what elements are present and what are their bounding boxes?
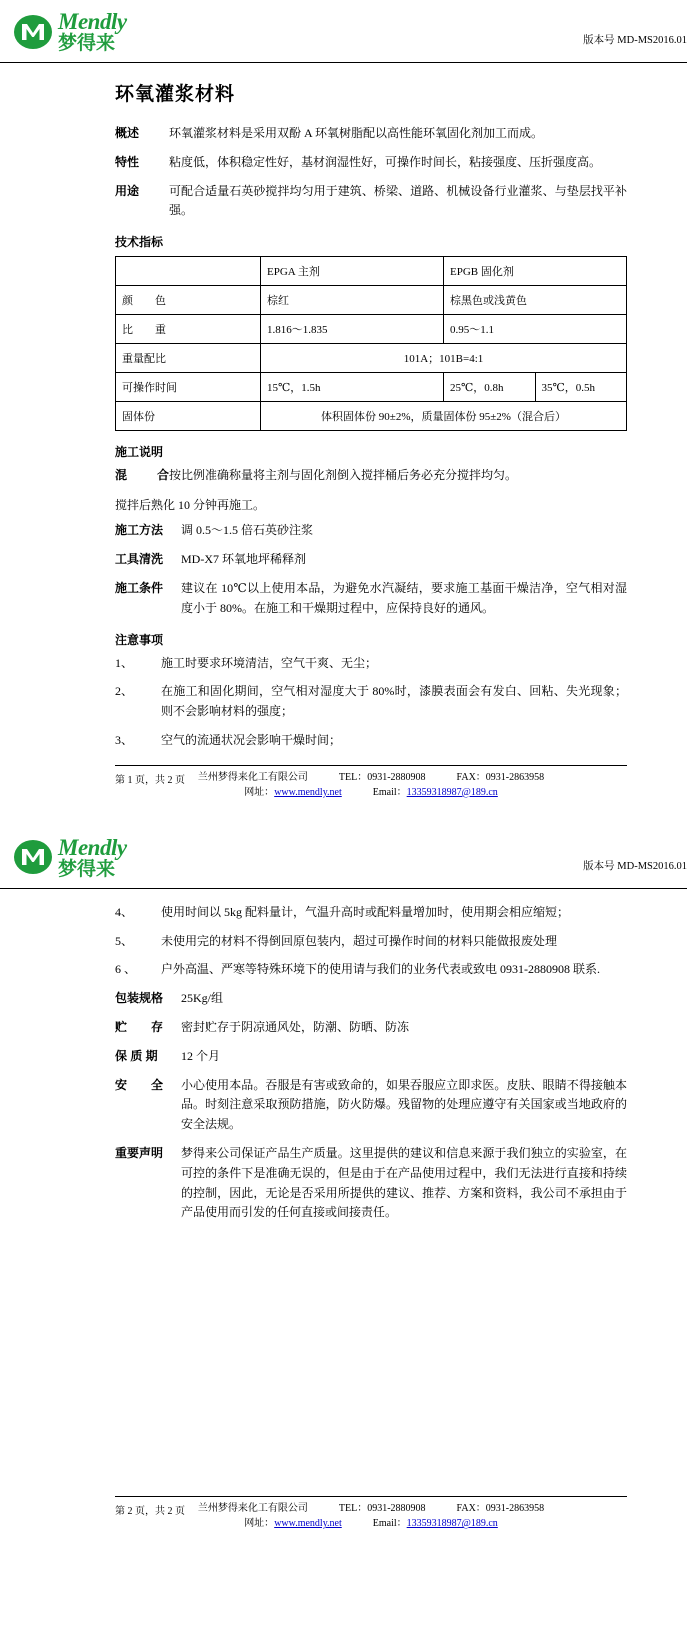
definition-term: 特性 (115, 154, 140, 169)
company-name: 兰州梦得来化工有限公司 (197, 771, 308, 783)
table-row (116, 373, 627, 402)
definition-desc: 粘度低，体积稳定性好，基材润湿性好，可操作时间长，粘接强度、压折强度高。 (169, 154, 602, 169)
definition-desc: 建议在 10℃以上使用本品，为避免水汽凝结，要求施工基面干燥洁净，空气相对湿度小于 80%。在施工和干燥期过程中，应保持良好的通风。 (181, 580, 627, 615)
list-item-text: 未使用完的材料不得倒回原包装内，超过可操作时间的材料只能做报废处理 (161, 933, 558, 948)
company-logo (13, 836, 127, 879)
definition-row (115, 1144, 627, 1223)
table-cell: EPGB 固化剂 (444, 257, 627, 286)
definition-term: 施工条件 (115, 580, 164, 595)
definition-term: 保 质 期 (115, 1048, 158, 1063)
footer-contact (115, 1501, 627, 1531)
mix-row (115, 466, 627, 486)
version-number: 版本号 MD-MS2016.01 (583, 860, 687, 872)
header-divider (0, 62, 687, 63)
definition-row (115, 550, 627, 570)
table-row-label: 比 重 (116, 315, 261, 344)
table-cell: 棕黑色或浅黄色 (444, 286, 627, 315)
table-cell: 101A；101B=4:1 (261, 344, 627, 373)
definition-desc: MD-X7 环氧地坪稀释剂 (181, 552, 306, 567)
page-title: 环氧灌浆材料 (115, 84, 236, 105)
footer-fax: FAX：0931-2863958 (456, 1503, 545, 1515)
table-cell: 棕红 (261, 286, 444, 315)
construction-label: 施工说明 (115, 445, 164, 460)
definition-desc: 25Kg/组 (181, 991, 224, 1006)
definition-desc: 环氧灌浆材料是采用双酚 A 环氧树脂配以高性能环氧固化剂加工而成。 (169, 126, 544, 140)
mix-desc: 按比例准确称量将主剂与固化剂倒入搅拌桶后务必充分搅拌均匀。 (169, 468, 518, 483)
page-header (0, 836, 687, 888)
definition-desc: 12 个月 (181, 1048, 221, 1063)
page-header (0, 10, 687, 62)
table-cell (116, 257, 261, 286)
definition-term: 用途 (115, 183, 140, 198)
definition-row (115, 124, 627, 144)
page-break (0, 800, 687, 826)
logo-wordmark (58, 836, 127, 879)
company-logo (13, 10, 127, 53)
definition-term: 贮 存 (115, 1019, 164, 1034)
logo-cn-text: 梦得来 (58, 858, 116, 880)
mix-term-char-2: 合 (156, 468, 169, 483)
table-cell: 25℃，0.8h (444, 373, 536, 402)
definition-row (115, 521, 627, 541)
list-item-number: 6 、 (115, 962, 137, 977)
notes-label: 注意事项 (115, 632, 164, 647)
table-row-label: 固体份 (116, 402, 261, 431)
table-cell: 体积固体份 90±2%，质量固体份 95±2%（混合后） (261, 402, 627, 431)
footer-email-label: Email： (372, 1518, 407, 1530)
list-item (115, 731, 627, 751)
list-item (115, 682, 627, 722)
footer-web-label: 网址： (244, 1518, 275, 1530)
table-cell: 35℃，0.5h (535, 373, 627, 402)
page-footer-2 (115, 1496, 627, 1531)
definition-row (115, 1047, 627, 1067)
notes-list-continued (115, 903, 627, 980)
list-item (115, 932, 627, 952)
footer-web-label: 网址： (244, 786, 275, 798)
page-blank-space (0, 1232, 687, 1482)
definition-desc: 密封贮存于阴凉通风处，防潮、防晒、防冻 (181, 1019, 410, 1034)
version-number: 版本号 MD-MS2016.01 (583, 35, 687, 46)
definition-term: 包装规格 (115, 991, 164, 1006)
definition-term: 重要声明 (115, 1145, 164, 1160)
table-cell: 0.95～1.1 (444, 315, 627, 344)
definition-row (115, 989, 627, 1009)
list-item-text: 户外高温、严寒等特殊环境下的使用请与我们的业务代表或致电 0931-2880908 联系. (161, 962, 600, 977)
table-cell: 15℃，1.5h (261, 373, 444, 402)
footer-line-2 (115, 785, 627, 800)
list-item (115, 903, 627, 923)
spec-table-label: 技术指标 (115, 235, 164, 250)
footer-email-link[interactable]: 13359318987@189.cn (406, 1518, 498, 1530)
footer-contact (115, 770, 627, 800)
list-item-text: 空气的流通状况会影响干燥时间； (161, 732, 342, 747)
footer-tel: TEL：0931-2880908 (338, 771, 426, 783)
definition-desc: 梦得来公司保证产品生产质量。这里提供的建议和信息来源于我们独立的实验室，在可控的条件下是准确无误的，但是由于在产品使用过程中，我们无法进行直接和持续的控制，因此，无论是否采用所提供的建议、推荐、方案和资料，我公司不承担由于产品使用而引发的任何直接或间接责任。 (181, 1145, 627, 1220)
mix-term (115, 466, 169, 486)
company-name: 兰州梦得来化工有限公司 (197, 1503, 308, 1515)
definition-row (115, 182, 627, 222)
footer-line-1 (115, 770, 627, 785)
table-row (116, 286, 627, 315)
table-cell: 1.816～1.835 (261, 315, 444, 344)
list-item-text: 使用时间以 5kg 配料量计，气温升高时或配料量增加时，使用期会相应缩短； (161, 904, 570, 919)
logo-wordmark (58, 10, 127, 53)
logo-cn-text: 梦得来 (58, 33, 116, 54)
logo-en-text: Mendly (58, 834, 127, 860)
footer-email-link[interactable]: 13359318987@189.cn (406, 786, 498, 798)
logo-mark-icon (13, 14, 53, 50)
footer-line-2 (115, 1516, 627, 1531)
document-page-1 (0, 10, 687, 800)
document-page-2 (0, 836, 687, 1531)
definition-term: 施工方法 (115, 523, 164, 538)
list-item-text: 施工时要求环境清洁，空气干爽、无尘； (161, 655, 378, 670)
footer-fax: FAX：0931-2863958 (456, 771, 545, 783)
list-item-number: 3、 (115, 732, 134, 747)
table-row (116, 344, 627, 373)
spec-table (115, 256, 627, 431)
footer-web-link[interactable]: www.mendly.net (274, 1518, 342, 1530)
definition-desc: 可配合适量石英砂搅拌均匀用于建筑、桥梁、道路、机械设备行业灌浆、与垫层找平补强。 (169, 183, 627, 218)
list-item (115, 654, 627, 674)
logo-en-text: Mendly (58, 9, 127, 34)
page-number: 第 2 页，共 2 页 (115, 1506, 185, 1518)
definition-desc: 调 0.5～1.5 倍石英砂注浆 (181, 523, 314, 538)
table-row (116, 402, 627, 431)
mix-desc-continued: 搅拌后熟化 10 分钟再施工。 (115, 497, 266, 512)
list-item-number: 2、 (115, 684, 134, 699)
definition-term: 安 全 (115, 1077, 164, 1092)
footer-email-label: Email： (372, 786, 407, 798)
list-item-number: 1、 (115, 655, 134, 670)
list-item-text: 在施工和固化期间，空气相对湿度大于 80%时，漆膜表面会有发白、回粘、失光现象；则不会影响材料的强度； (161, 684, 627, 719)
table-row-label: 可操作时间 (116, 373, 261, 402)
page-number: 第 1 页，共 2 页 (115, 774, 185, 786)
list-item (115, 960, 627, 980)
table-row-label: 重量配比 (116, 344, 261, 373)
definition-desc: 小心使用本品。吞服是有害或致命的，如果吞服应立即求医。皮肤、眼睛不得接触本品。时刻注意采取预防措施，防火防爆。残留物的处理应遵守有关国家或当地政府的安全法规。 (181, 1077, 627, 1132)
definition-row (115, 579, 627, 619)
table-cell: EPGA 主剂 (261, 257, 444, 286)
table-row-header (116, 257, 627, 286)
definition-term: 工具清洗 (115, 552, 164, 567)
definition-row (115, 1076, 627, 1135)
footer-line-1 (115, 1501, 627, 1516)
definition-row (115, 153, 627, 173)
footer-web-link[interactable]: www.mendly.net (274, 786, 342, 798)
definition-term: 概述 (115, 126, 140, 140)
logo-mark-icon (13, 839, 53, 875)
table-row-label: 颜 色 (116, 286, 261, 315)
table-row (116, 315, 627, 344)
list-item-number: 5、 (115, 933, 134, 948)
page-footer-1 (115, 765, 627, 800)
notes-list (115, 654, 627, 751)
footer-tel: TEL：0931-2880908 (338, 1503, 426, 1515)
mix-term-char-1: 混 (115, 468, 128, 483)
list-item-number: 4、 (115, 904, 134, 919)
definition-row (115, 1018, 627, 1038)
